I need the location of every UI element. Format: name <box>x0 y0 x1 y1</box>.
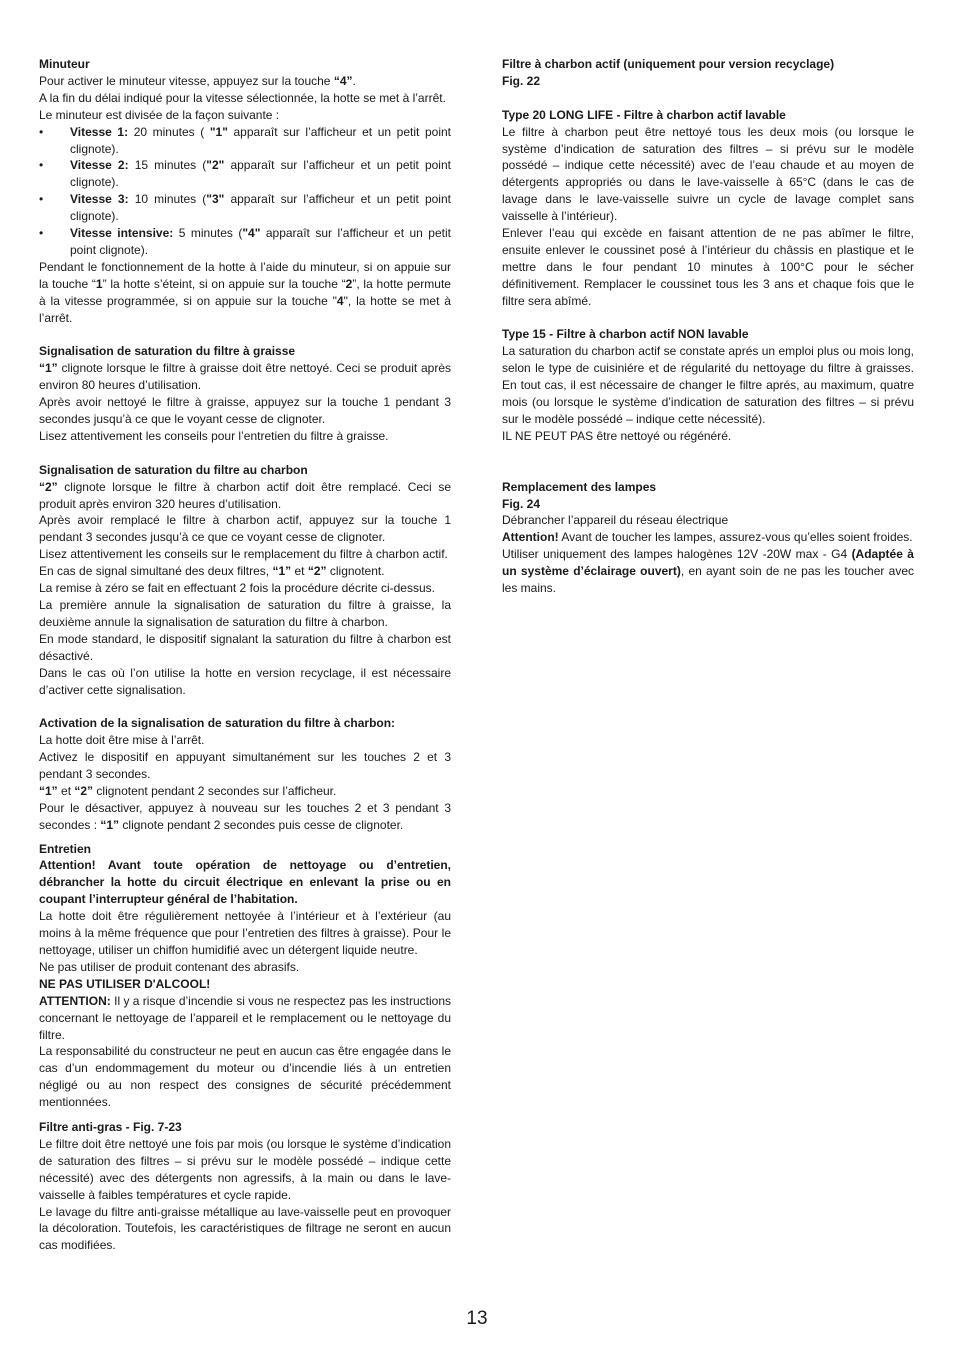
paragraph: La hotte doit être mise à l’arrêt. <box>39 733 205 748</box>
paragraph: Utiliser uniquement des lampes halogènes 12V -20W max - G4 (Adaptée à un système d’éclairage ouvert), en ayant soin de ne pas les toucher avec les mains. <box>502 547 915 596</box>
paragraph: Le filtre doit être nettoyé une fois par mois (ou lorsque le système d’indication de saturation des filtres – si prévu sur le modèle possédé – indique cette nécessité) avec des détergents non agressifs, à la main ou dans le lave-vaisselle à faibles températures et cycle rapide. <box>39 1136 451 1202</box>
paragraph: Attention! Avant de toucher les lampes, assurez-vous qu’elles soient froides. <box>502 530 913 545</box>
paragraph: Dans le cas où l’on utilise la hotte en version recyclage, il est nécessaire d’activer cette signalisation. <box>39 665 451 697</box>
paragraph: Le filtre à charbon peut être nettoyé tous les deux mois (ou lorsque le système d’indication de saturation des filtres – si prévu sur le modèle possédé – indique cette nécessité) avec de l’eau chaude et au moyen de détergents appropriés ou dans le lave-vaisselle à 65°C (dans le cas de lavage dans le lave-vaisselle suivre un cycle de lavage complet sans vaisselle à l’intérieur). <box>502 124 914 224</box>
paragraph: Le lavage du filtre anti-graisse métallique au lave-vaisselle peut en provoquer la décoloration. Toutefois, les caractéristiques de filtrage ne seront en aucun cas modifiées. <box>39 1204 451 1253</box>
list-item: • Vitesse 2: 15 minutes ("2" apparaît sur l’afficheur et un petit point clignote). <box>39 157 451 191</box>
paragraph: Lisez attentivement les conseils sur le remplacement du filtre à charbon actif. <box>39 547 448 562</box>
heading-type15: Type 15 - Filtre à charbon actif NON lavable <box>502 327 749 342</box>
heading-antigras: Filtre anti-gras - Fig. 7-23 <box>39 1120 182 1135</box>
paragraph: A la fin du délai indiqué pour la vitesse sélectionnée, la hotte se met à l’arrêt. <box>39 90 446 105</box>
paragraph: Pour le désactiver, appuyez à nouveau sur les touches 2 et 3 pendant 3 secondes : “1” clignote pendant 2 secondes puis cesse de clignoter. <box>39 800 451 832</box>
attention-warning: Attention! Avant toute opération de nettoyage ou d’entretien, débrancher la hotte du circuit électrique en enlevant la prise ou en coupant l’interrupteur général de l’habitation. <box>39 858 451 907</box>
paragraph: “2” clignote lorsque le filtre à charbon actif doit être remplacé. Ceci se produit après environ 320 heures d’utilisation. <box>39 479 451 511</box>
paragraph: La hotte doit être régulièrement nettoyée à l’intérieur et à l’extérieur (au moins à la même fréquence que pour l’entretien des filtres à graisse). Pour le nettoyage, utiliser un chiffon humidifié avec un détergent liquide neutre. <box>39 909 451 957</box>
speed-list <box>39 124 451 259</box>
left-column <box>39 56 451 1254</box>
list-item: • Vitesse 3: 10 minutes ("3" apparaît sur l’afficheur et un petit point clignote). <box>39 191 451 225</box>
list-item: • Vitesse 1: 20 minutes ( "1" apparaît sur l’afficheur et un petit point clignote). <box>39 124 451 158</box>
warning-alcool: NE PAS UTILISER D'ALCOOL! <box>39 976 211 991</box>
section-lampes <box>502 479 914 597</box>
figure-ref: Fig. 24 <box>502 496 541 511</box>
paragraph: Débrancher l’appareil du réseau électrique <box>502 513 729 528</box>
paragraph: Enlever l’eau qui excède en faisant attention de ne pas abîmer le filtre, ensuite enlever le coussinet posé à l’intérieur du châssis en plastique et le mettre dans le four pendant 10 minutes à 100°C pour le sécher définitivement. Remplacer le coussinet tous les 3 ans et chaque fois que le filtre sera abîmé. <box>502 226 914 308</box>
heading-graisse: Signalisation de saturation du filtre à graisse <box>39 344 296 359</box>
section-entretien <box>39 841 451 1112</box>
paragraph: La saturation du charbon actif se constate aprés un emploi plus ou mois long, selon le type de cuisiniére et de régularité du nettoyage du filtre à graisses. En tout cas, il est nécessaire de changer le filtre aprés, au maximum, quatre mois (ou lorsque le système d’indication de saturation des filtres – si prévu sur le modèle possédé – indique cette nécessité). <box>502 344 914 426</box>
paragraph: La responsabilité du constructeur ne peut en aucun cas être engagée dans le cas d’un endommagement du moteur ou d’incendie liés à un entretien négligé ou au non respect des consignes de sécurité précédemment mentionnées. <box>39 1044 451 1110</box>
heading-activation: Activation de la signalisation de saturation du filtre à charbon: <box>39 716 396 731</box>
page-number: 13 <box>466 1308 488 1329</box>
paragraph: IL NE PEUT PAS être nettoyé ou régénéré. <box>502 428 732 443</box>
section-type15 <box>502 326 914 444</box>
paragraph: Activez le dispositif en appuyant simultanément sur les touches 2 et 3 pendant 3 secondes. <box>39 750 451 782</box>
section-minuteur <box>39 56 451 327</box>
paragraph: Ne pas utiliser de produit contenant des abrasifs. <box>39 959 300 974</box>
paragraph: Lisez attentivement les conseils pour l’entretien du filtre à graisse. <box>39 428 389 443</box>
heading-minuteur: Minuteur <box>39 57 90 71</box>
heading-charbon: Signalisation de saturation du filtre au charbon <box>39 462 308 477</box>
paragraph: Le minuteur est divisée de la façon suivante : <box>39 107 280 122</box>
figure-ref: Fig. 22 <box>502 73 541 88</box>
section-charbon <box>39 462 451 699</box>
paragraph: La remise à zéro se fait en effectuant 2 fois la procédure décrite ci-dessus. <box>39 581 435 596</box>
paragraph: Après avoir nettoyé le filtre à graisse, appuyez sur la touche 1 pendant 3 secondes jusqu’à ce que le voyant cesse de clignoter. <box>39 395 451 427</box>
paragraph: ATTENTION: Il y a risque d’incendie si vous ne respectez pas les instructions concernant le nettoyage de l’appareil et le remplacement ou le nettoyage du filtre. <box>39 993 451 1042</box>
paragraph: Après avoir remplacé le filtre à charbon actif, appuyez sur la touche 1 pendant 3 secondes jusqu’à ce que ce voyant cesse de clignoter. <box>39 513 451 545</box>
section-charbon-actif <box>502 56 914 90</box>
list-item: • Vitesse intensive: 5 minutes ("4" apparaît sur l’afficheur et un petit point clignote). <box>39 225 451 259</box>
paragraph: La première annule la signalisation de saturation du filtre à graisse, la deuxième annule la signalisation de saturation du filtre à charbon. <box>39 597 451 629</box>
heading-lampes: Remplacement des lampes <box>502 479 657 494</box>
section-antigras <box>39 1119 451 1254</box>
section-type20 <box>502 107 914 310</box>
section-graisse <box>39 343 451 444</box>
paragraph: En mode standard, le dispositif signalant la saturation du filtre à charbon est désactivé. <box>39 631 451 663</box>
heading-type20: Type 20 LONG LIFE - Filtre à charbon actif lavable <box>502 107 786 122</box>
paragraph: Pour activer le minuteur vitesse, appuyez sur la touche “4”. <box>39 73 356 88</box>
right-column <box>502 56 914 597</box>
paragraph: “1” clignote lorsque le filtre à graisse doit être nettoyé. Ceci se produit après environ 80 heures d’utilisation. <box>39 361 451 393</box>
section-activation <box>39 715 451 833</box>
heading-entretien: Entretien <box>39 841 92 856</box>
paragraph: “1” et “2” clignotent pendant 2 secondes sur l’afficheur. <box>39 783 337 798</box>
heading-charbon-actif: Filtre à charbon actif (uniquement pour version recyclage) <box>502 57 835 71</box>
paragraph: Pendant le fonctionnement de la hotte à l’aide du minuteur, si on appuie sur la touche “1” la hotte s’éteint, si on appuie sur la touche “2”, la hotte permute à la vitesse programmée, si on appuie sur la touche "4", la hotte se met à l’arrêt. <box>39 259 451 325</box>
paragraph: En cas de signal simultané des deux filtres, “1” et “2” clignotent. <box>39 564 385 579</box>
